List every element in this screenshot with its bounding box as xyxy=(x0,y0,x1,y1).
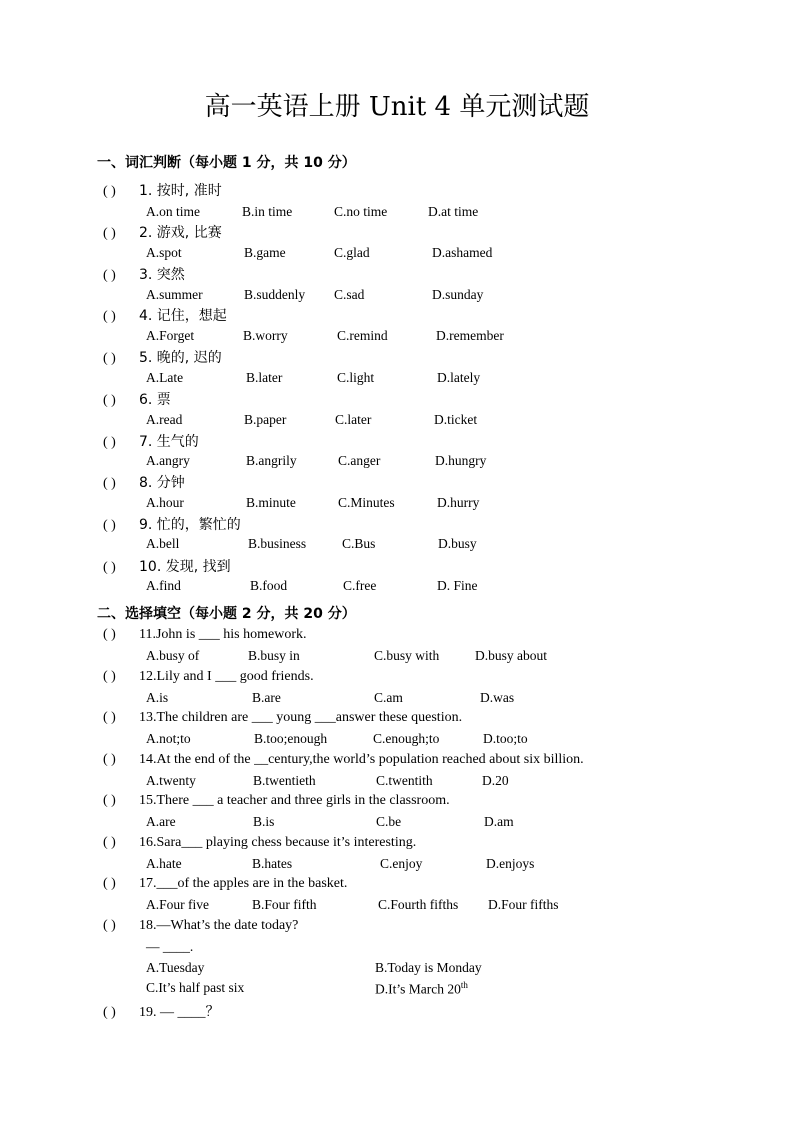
question-stem: 11.John is ___ his homework. xyxy=(139,627,307,642)
answer-blank: ( ) xyxy=(103,752,116,767)
section-heading-vocabulary: 一、词汇判断（每小题 1 分，共 10 分） xyxy=(97,155,356,171)
option-c: C.It’s half past six xyxy=(146,980,245,995)
question-stem: 12.Lily and I ___ good friends. xyxy=(139,669,314,684)
answer-blank: ( ) xyxy=(103,435,116,450)
option-b: B.food xyxy=(250,578,288,593)
question-stem: 14.At the end of the __century,the world’s population reached about six billion. xyxy=(139,752,584,767)
option-b: B.hates xyxy=(252,856,293,871)
option-b: B.business xyxy=(248,536,307,551)
option-b: B.suddenly xyxy=(244,287,306,302)
option-c: C.remind xyxy=(337,328,388,343)
option-a: A.bell xyxy=(146,536,180,551)
question-17 xyxy=(103,876,347,892)
question-5 xyxy=(103,347,222,367)
ordinal-suffix: th xyxy=(460,980,468,990)
option-d: D. Fine xyxy=(437,578,478,593)
option-c: C.no time xyxy=(334,204,388,219)
answer-blank: ( ) xyxy=(103,268,116,283)
option-c: C.am xyxy=(374,690,403,705)
question-stem: 7. 生气的 xyxy=(139,434,199,450)
option-d: D.ticket xyxy=(434,412,478,427)
option-a: A.Four five xyxy=(146,897,209,912)
option-c: C.Minutes xyxy=(338,495,395,510)
option-d: D.was xyxy=(480,690,515,705)
answer-blank: ( ) xyxy=(103,793,116,808)
option-a: A.busy of xyxy=(146,648,200,663)
answer-blank: ( ) xyxy=(103,309,116,324)
option-b: B.game xyxy=(244,245,286,260)
option-a: A.summer xyxy=(146,287,203,302)
question-stem: 18.—What’s the date today? xyxy=(139,918,299,933)
option-c: C.glad xyxy=(334,245,370,260)
question-12 xyxy=(103,669,314,685)
option-c: C.enjoy xyxy=(380,856,423,871)
answer-blank: ( ) xyxy=(103,184,116,199)
question-11 xyxy=(103,627,306,643)
section-heading-multiple-choice: 二、选择填空（每小题 2 分，共 20 分） xyxy=(97,606,356,622)
question-stem: 9. 忙的，繁忙的 xyxy=(139,517,241,533)
answer-blank: ( ) xyxy=(103,835,116,850)
option-a: A.on time xyxy=(146,204,200,219)
option-b: B.Four fifth xyxy=(252,897,317,912)
option-b: B.worry xyxy=(243,328,288,343)
option-d: D.20 xyxy=(482,773,509,788)
dialogue-reply-blank: — ____. xyxy=(146,939,194,954)
option-c: C.Fourth fifths xyxy=(378,897,459,912)
option-a: A.hour xyxy=(146,495,184,510)
option-d: D.Four fifths xyxy=(488,897,559,912)
option-c: C.later xyxy=(335,412,372,427)
option-b: B.in time xyxy=(242,204,293,219)
option-b: B.are xyxy=(252,690,281,705)
question-8 xyxy=(103,472,185,492)
option-b: B.paper xyxy=(244,412,287,427)
option-b: B.later xyxy=(246,370,283,385)
option-c: C.sad xyxy=(334,287,365,302)
option-a: A.Forget xyxy=(146,328,195,343)
option-d-text: D.It’s March 20 xyxy=(375,981,461,997)
option-d: D.remember xyxy=(436,328,504,343)
question-10 xyxy=(103,556,231,576)
option-a: A.are xyxy=(146,814,176,829)
answer-blank: ( ) xyxy=(103,669,116,684)
option-c: C.Bus xyxy=(342,536,376,551)
option-d: D.hurry xyxy=(437,495,480,510)
answer-blank: ( ) xyxy=(103,876,116,891)
option-d: D.at time xyxy=(428,204,479,219)
option-b: B.too;enough xyxy=(254,731,328,746)
page-title: 高一英语上册 Unit 4 单元测试题 xyxy=(204,92,590,122)
question-stem: 3. 突然 xyxy=(139,267,185,283)
option-a: A.read xyxy=(146,412,183,427)
option-d: D.sunday xyxy=(432,287,484,302)
option-b: B.minute xyxy=(246,495,296,510)
option-c: C.enough;to xyxy=(373,731,440,746)
option-d: D.hungry xyxy=(435,453,487,468)
answer-blank: ( ) xyxy=(103,627,116,642)
option-d: D.busy xyxy=(438,536,477,551)
option-b: B.is xyxy=(253,814,275,829)
question-stem: 13.The children are ___ young ___answer these question. xyxy=(139,710,463,725)
answer-blank: ( ) xyxy=(103,518,116,533)
option-b: B.angrily xyxy=(246,453,297,468)
question-9 xyxy=(103,514,241,534)
question-stem: 2. 游戏, 比赛 xyxy=(139,225,222,241)
option-d: D.too;to xyxy=(483,731,528,746)
answer-blank: ( ) xyxy=(103,351,116,366)
question-13 xyxy=(103,710,462,726)
question-16 xyxy=(103,835,416,851)
question-stem: 4. 记住，想起 xyxy=(139,308,227,324)
option-d: D.enjoys xyxy=(486,856,535,871)
option-d xyxy=(375,980,468,998)
answer-blank: ( ) xyxy=(103,393,116,408)
option-a: A.twenty xyxy=(146,773,196,788)
option-a: A.Late xyxy=(146,370,184,385)
answer-blank: ( ) xyxy=(103,710,116,725)
answer-blank: ( ) xyxy=(103,918,116,933)
option-a: A.angry xyxy=(146,453,190,468)
option-a: A.hate xyxy=(146,856,182,871)
question-2 xyxy=(103,222,222,242)
question-stem: 17.___of the apples are in the basket. xyxy=(139,876,348,891)
answer-blank: ( ) xyxy=(103,1005,116,1020)
option-c: C.twentith xyxy=(376,773,433,788)
option-a: A.Tuesday xyxy=(146,960,205,975)
option-d: D.am xyxy=(484,814,514,829)
answer-blank: ( ) xyxy=(103,476,116,491)
question-14 xyxy=(103,752,584,768)
question-stem: 6. 票 xyxy=(139,392,171,408)
option-b: B.busy in xyxy=(248,648,300,663)
question-6 xyxy=(103,389,171,409)
question-3 xyxy=(103,264,185,284)
option-b: B.Today is Monday xyxy=(375,960,482,975)
answer-blank: ( ) xyxy=(103,560,116,575)
option-c: C.busy with xyxy=(374,648,440,663)
option-d: D.busy about xyxy=(475,648,547,663)
option-c: C.anger xyxy=(338,453,381,468)
question-stem: 16.Sara___ playing chess because it’s interesting. xyxy=(139,835,417,850)
question-stem: 8. 分钟 xyxy=(139,475,185,491)
question-7 xyxy=(103,431,199,451)
option-c: C.be xyxy=(376,814,402,829)
option-a: A.spot xyxy=(146,245,182,260)
option-c: C.light xyxy=(337,370,375,385)
option-a: A.is xyxy=(146,690,169,705)
option-a: A.find xyxy=(146,578,181,593)
option-c: C.free xyxy=(343,578,377,593)
question-15 xyxy=(103,793,450,809)
option-b: B.twentieth xyxy=(253,773,316,788)
question-stem: 19. — ____？ xyxy=(139,1005,220,1020)
option-a: A.not;to xyxy=(146,731,191,746)
question-4 xyxy=(103,305,227,325)
option-d: D.ashamed xyxy=(432,245,493,260)
question-stem: 5. 晚的, 迟的 xyxy=(139,350,222,366)
question-stem: 1. 按时, 准时 xyxy=(139,183,222,199)
answer-blank: ( ) xyxy=(103,226,116,241)
question-19 xyxy=(103,1001,220,1021)
question-stem: 15.There ___ a teacher and three girls in the classroom. xyxy=(139,793,450,808)
question-stem: 10. 发现, 找到 xyxy=(139,559,231,575)
option-d: D.lately xyxy=(437,370,481,385)
question-18 xyxy=(103,918,298,934)
question-1 xyxy=(103,180,222,200)
